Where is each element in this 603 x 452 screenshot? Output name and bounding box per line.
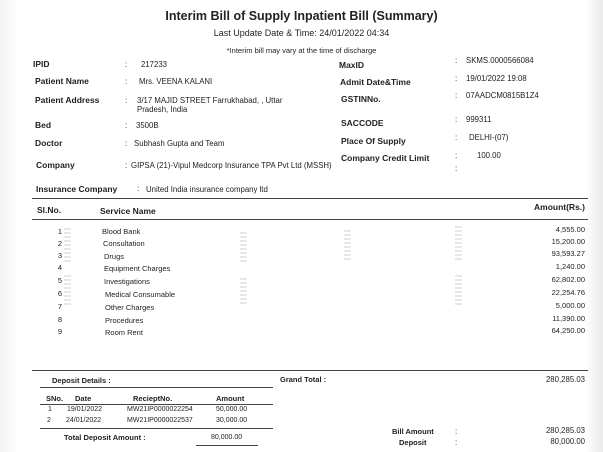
deposit-row-receipt: MW21IP0000022537 <box>127 417 193 424</box>
insurance-company-value: United India insurance company ltd <box>146 185 268 194</box>
deposit-col-date: Date <box>75 394 92 403</box>
deposit-summary-value: 80,000.00 <box>550 437 585 446</box>
table-row-no: 8 <box>57 315 63 324</box>
place-of-supply-label: Place Of Supply <box>341 136 406 146</box>
admit-datetime-label: Admit Date&Time <box>340 77 411 87</box>
col-sl-header: Sl.No. <box>37 205 62 215</box>
patient-name-value: Mrs. VEENA KALANI <box>139 77 213 86</box>
table-row-service: Room Rent <box>105 328 143 337</box>
table-row-amount: 15,200.00 <box>551 237 585 246</box>
maxid-value: SKMS.0000566084 <box>466 56 534 65</box>
table-row-amount: 11,390.00 <box>552 314 585 323</box>
patient-address-label: Patient Address <box>35 95 100 105</box>
deposit-col-amount: Amount <box>216 394 245 403</box>
bill-amount-value: 280,285.03 <box>545 426 585 435</box>
colon: : <box>125 139 128 148</box>
deposit-row-sno: 2 <box>47 417 51 424</box>
table-row-service: Medical Consumable <box>105 290 176 299</box>
deposit-col-sno: SNo. <box>46 394 64 403</box>
bill-title: Interim Bill of Supply Inpatient Bill (Summary) <box>165 9 438 23</box>
stamp-mark <box>240 278 247 306</box>
colon: : <box>125 121 128 130</box>
grand-total-label: Grand Total : <box>280 375 327 384</box>
deposit-row-amount: 50,000.00 <box>216 406 248 413</box>
deposit-col-receipt: RecieptNo. <box>133 394 173 403</box>
credit-limit-label: Company Credit Limit <box>341 153 430 163</box>
deposit-summary-label: Deposit <box>399 438 427 447</box>
table-row-no: 2 <box>57 239 63 248</box>
saccode-value: 999311 <box>466 115 492 124</box>
table-row-no: 4 <box>57 263 63 272</box>
doctor-value: Subhash Gupta and Team <box>134 139 225 148</box>
table-bottom-rule <box>32 370 588 371</box>
maxid-label: MaxID <box>339 60 365 70</box>
deposit-bottom-rule <box>40 428 273 429</box>
saccode-label: SACCODE <box>341 118 384 128</box>
stamp-mark <box>455 226 462 260</box>
table-row-service: Procedures <box>105 316 144 325</box>
colon: : <box>455 438 458 447</box>
deposit-row-sno: 1 <box>48 406 52 413</box>
table-row-no: 3 <box>57 251 63 260</box>
colon: : <box>455 164 458 173</box>
table-row-amount: 5,000.00 <box>555 301 585 310</box>
col-amount-header: Amount(Rs.) <box>534 202 585 212</box>
bed-value: 3500B <box>136 121 159 130</box>
colon: : <box>125 161 128 170</box>
deposit-row-amount: 30,000.00 <box>216 417 248 424</box>
stamp-mark <box>240 232 247 264</box>
colon: : <box>455 91 458 100</box>
colon: : <box>455 151 458 160</box>
table-row-service: Consultation <box>103 239 145 248</box>
table-row-no: 1 <box>57 227 63 236</box>
bed-label: Bed <box>35 120 52 130</box>
ipid-value: 217233 <box>141 60 168 69</box>
patient-address-value: 3/17 MAJID STREET Farrukhabad, , Uttar Pradesh, India <box>137 96 283 114</box>
interim-note: *Interim bill may vary at the time of discharge <box>226 46 377 55</box>
table-row-service: Drugs <box>104 252 125 261</box>
colon: : <box>455 74 458 83</box>
company-label: Company <box>36 160 75 170</box>
total-deposit-label: Total Deposit Amount : <box>64 433 146 442</box>
colon: : <box>455 427 458 436</box>
colon: : <box>125 96 128 105</box>
colon: : <box>455 133 458 142</box>
total-deposit-underline <box>196 445 258 446</box>
place-of-supply-value: DELHI-(07) <box>469 133 509 142</box>
table-row-service: Equipment Charges <box>104 264 171 273</box>
table-row-amount: 22,254.76 <box>551 288 585 297</box>
deposit-row-date: 19/01/2022 <box>67 406 103 413</box>
credit-limit-value: 100.00 <box>477 151 501 160</box>
table-row-amount: 4,555.00 <box>555 225 585 234</box>
table-row-service: Other Charges <box>105 303 155 312</box>
table-row-no: 7 <box>57 302 63 311</box>
deposit-row-date: 24/01/2022 <box>66 417 102 424</box>
colon: : <box>137 184 140 193</box>
deposit-row-receipt: MW21IP0000022254 <box>127 406 193 413</box>
admit-datetime-value: 19/01/2022 19:08 <box>466 74 527 83</box>
table-header-rule <box>32 219 588 220</box>
deposit-heading: Deposit Details : <box>52 376 111 385</box>
grand-total-value: 280,285.03 <box>545 375 585 384</box>
bill-amount-label: Bill Amount <box>392 427 434 436</box>
patient-name-label: Patient Name <box>35 76 89 86</box>
gstin-value: 07AADCM0815B1Z4 <box>466 91 539 100</box>
insurance-company-label: Insurance Company <box>36 184 118 194</box>
colon: : <box>125 60 128 69</box>
col-service-header: Service Name <box>100 206 156 216</box>
stamp-mark <box>455 275 462 305</box>
table-row-amount: 93,593.27 <box>551 249 585 258</box>
table-row-amount: 64,250.00 <box>551 326 585 335</box>
table-row-service: Investigations <box>104 277 150 286</box>
deposit-rule <box>40 387 273 388</box>
company-value: GIPSA (21)-Vipul Medcorp Insurance TPA Pvt Ltd (MSSH) <box>131 161 332 170</box>
deposit-header-rule <box>40 404 273 405</box>
doctor-label: Doctor <box>35 138 63 148</box>
ipid-label: IPID <box>33 59 50 69</box>
table-row-amount: 1,240.00 <box>555 262 585 271</box>
last-update-text: Last Update Date & Time: 24/01/2022 04:34 <box>213 28 390 38</box>
table-row-no: 5 <box>57 276 63 285</box>
stamp-mark <box>344 230 351 262</box>
gstin-label: GSTINNo. <box>341 94 381 104</box>
table-top-rule <box>32 198 588 199</box>
table-row-no: 6 <box>57 289 63 298</box>
colon: : <box>455 115 458 124</box>
total-deposit-value: 80,000.00 <box>211 434 243 441</box>
table-row-no: 9 <box>57 327 63 336</box>
table-row-amount: 62,802.00 <box>551 275 585 284</box>
colon: : <box>455 56 458 65</box>
table-row-service: Blood Bank <box>102 227 141 236</box>
colon: : <box>125 77 128 86</box>
